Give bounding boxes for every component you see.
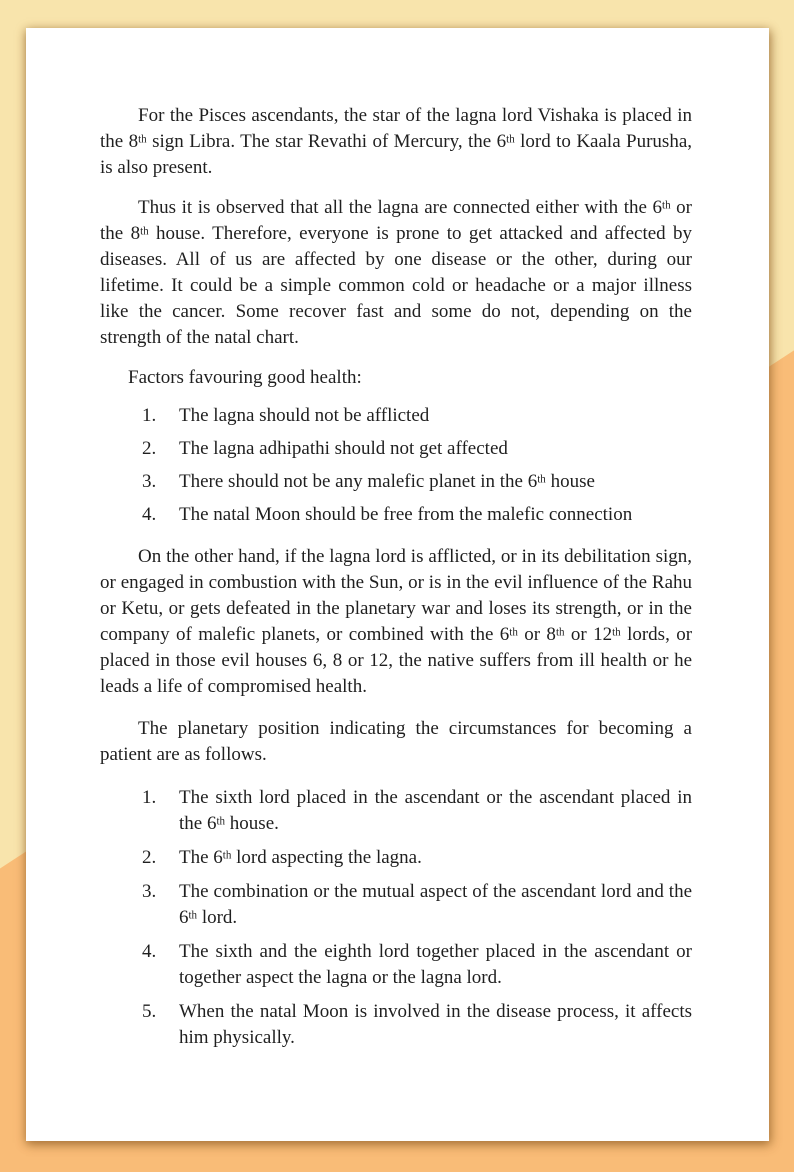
- list-item-text: [179, 785, 692, 837]
- numbered-list-6: [100, 785, 692, 1051]
- list-item-number: 1.: [142, 787, 157, 808]
- text-run: lord aspecting the lagna.: [231, 847, 422, 868]
- list-item-text: [179, 403, 692, 429]
- text-run: Factors favouring good health:: [128, 367, 362, 388]
- paragraph-4: [100, 544, 692, 700]
- list-item: [100, 403, 692, 429]
- section-heading: [100, 365, 692, 391]
- list-item-text: [179, 939, 692, 991]
- text-run: lords, or placed in those evil houses 6, 8 or 12, the native suffers from ill health or he leads a life of compromised health.: [100, 624, 693, 697]
- list-item-number: 4.: [142, 941, 157, 962]
- book-page: [26, 28, 769, 1141]
- ordinal-superscript: th: [216, 815, 226, 828]
- text-run: or the 8: [100, 197, 693, 244]
- list-item: [100, 999, 692, 1051]
- text-run: The sixth and the eighth lord together placed in the ascendant or together aspect the lagna or the lagna lord.: [179, 941, 692, 988]
- ordinal-superscript: th: [506, 133, 515, 146]
- list-item: [100, 785, 692, 837]
- ordinal-superscript: th: [509, 626, 518, 639]
- list-item: [100, 879, 692, 931]
- list-item-number: 3.: [142, 881, 157, 902]
- ordinal-superscript: th: [188, 909, 198, 922]
- list-item-number: 3.: [142, 471, 157, 492]
- list-item-text: [179, 845, 692, 871]
- ordinal-superscript: th: [222, 849, 232, 862]
- text-run: The natal Moon should be free from the malefic connection: [179, 504, 633, 525]
- text-run: The combination or the mutual aspect of the ascendant lord and the 6: [179, 881, 692, 928]
- text-run: The sixth lord placed in the ascendant or the ascendant placed in the 6: [179, 787, 692, 834]
- text-run: The 6: [179, 847, 223, 868]
- list-item-number: 2.: [142, 847, 157, 868]
- list-item: [100, 502, 692, 528]
- text-run: On the other hand, if the lagna lord is afflicted, or in its debilitation sign, or engaged in combustion with the Sun, or is in the evil influence of the Rahu or Ketu, or gets defeated in the planetary war and loses its strength, or in the company of malefic planets, or combined with the 6: [100, 546, 692, 645]
- text-run: When the natal Moon is involved in the disease process, it affects him physically.: [179, 1001, 692, 1048]
- numbered-list-3: [100, 403, 692, 528]
- list-item: [100, 939, 692, 991]
- list-item-number: 4.: [142, 504, 157, 525]
- page-content: [100, 103, 692, 1051]
- paragraph-5: [100, 716, 692, 768]
- ordinal-superscript: th: [612, 626, 621, 639]
- text-run: The lagna should not be afflicted: [179, 405, 430, 426]
- list-item-text: [179, 502, 692, 528]
- text-run: house. Therefore, everyone is prone to get attacked and affected by diseases. All of us are affected by one disease or the other, during our lifetime. It could be a simple common cold or headache or a major illness like the cancer. Some recover fast and some do not, depending on the strength of the natal chart.: [100, 223, 693, 348]
- ordinal-superscript: th: [662, 199, 671, 212]
- list-item-text: [179, 436, 692, 462]
- text-run: house.: [225, 813, 279, 834]
- ordinal-superscript: th: [140, 225, 149, 238]
- text-run: sign Libra. The star Revathi of Mercury, the 6: [146, 131, 507, 152]
- list-item: [100, 436, 692, 462]
- text-run: lord to Kaala Purusha, is also present.: [100, 131, 693, 178]
- text-run: or 8: [517, 624, 556, 645]
- ordinal-superscript: th: [537, 473, 546, 486]
- list-item-text: [179, 999, 692, 1051]
- paragraph-0: [100, 103, 692, 181]
- text-run: lord.: [197, 907, 238, 928]
- paragraph-1: [100, 195, 692, 351]
- text-run: The planetary position indicating the circumstances for becoming a patient are as follows.: [100, 718, 692, 765]
- text-run: Thus it is observed that all the lagna are connected either with the 6: [138, 197, 663, 218]
- ordinal-superscript: th: [138, 133, 147, 146]
- list-item: [100, 469, 692, 495]
- text-run: The lagna adhipathi should not get affected: [179, 438, 508, 459]
- list-item: [100, 845, 692, 871]
- text-run: For the Pisces ascendants, the star of the lagna lord Vishaka is placed in the 8: [100, 105, 692, 152]
- text-run: There should not be any malefic planet in the 6: [179, 471, 538, 492]
- ordinal-superscript: th: [555, 626, 565, 639]
- list-item-number: 1.: [142, 405, 157, 426]
- list-item-text: [179, 879, 692, 931]
- list-item-number: 2.: [142, 438, 157, 459]
- list-item-text: [179, 469, 692, 495]
- list-item-number: 5.: [142, 1001, 157, 1022]
- text-run: or 12: [564, 624, 613, 645]
- text-run: house: [545, 471, 595, 492]
